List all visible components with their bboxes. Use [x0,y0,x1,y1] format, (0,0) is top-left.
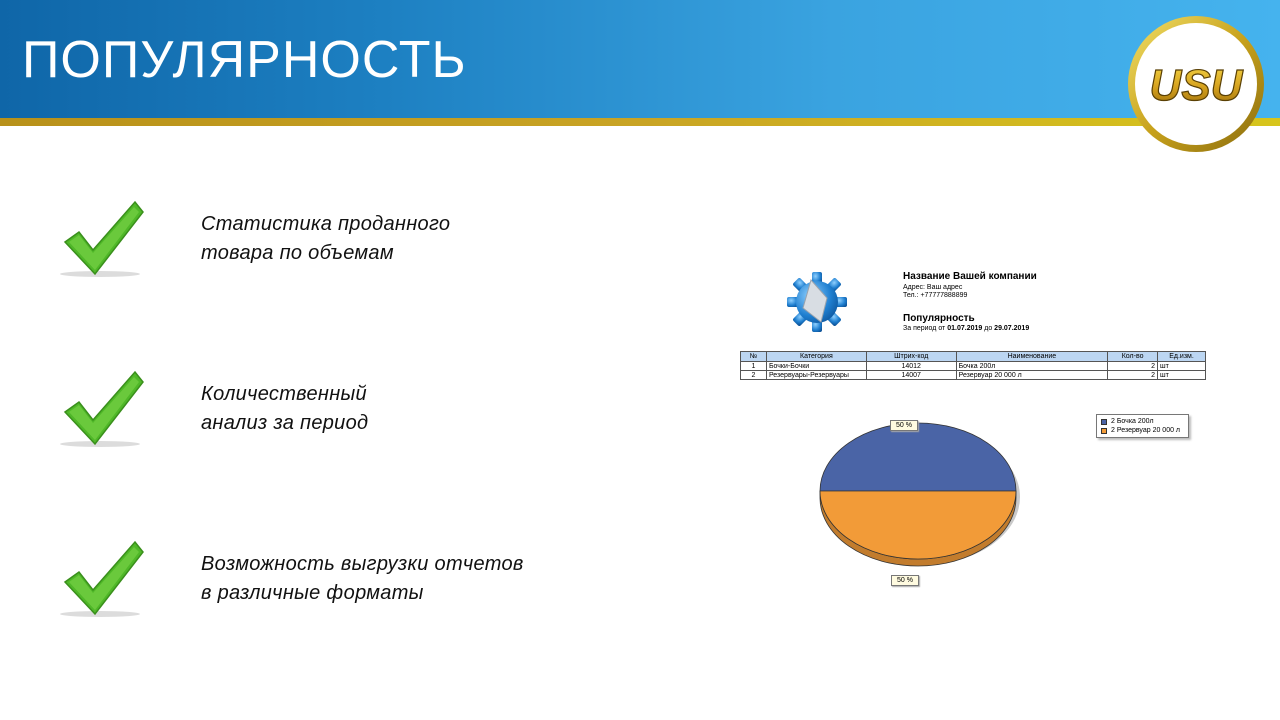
pie-slice [820,423,1016,491]
legend-swatch [1101,419,1107,425]
logo-text: USU [1149,61,1243,110]
report-preview [735,262,1215,602]
checkmark-icon [55,368,150,448]
chart-legend [1096,414,1189,438]
table-cell: Бочки-Бочки [766,362,866,371]
page-title: ПОПУЛЯРНОСТЬ [22,31,467,89]
table-cell: Бочка 200л [956,362,1108,371]
company-name: Название Вашей компании [903,271,1037,282]
usu-logo [1126,14,1266,154]
legend-swatch [1101,428,1107,434]
table-cell: 14007 [866,371,956,380]
column-header: Ед.изм. [1158,352,1206,362]
pie-data-label: 50 % [891,575,919,586]
table-cell: 14012 [866,362,956,371]
column-header: Штрих-код [866,352,956,362]
report-period: За период от 01.07.2019 до 29.07.2019 [903,325,1030,332]
legend-item: 2 Бочка 200л [1101,417,1184,426]
column-header: Наименование [956,352,1108,362]
table-cell: 1 [741,362,767,371]
legend-item: 2 Резервуар 20 000 л [1101,426,1184,435]
bullet-text: Статистика проданного товара по объемам [201,213,451,264]
column-header: Категория [766,352,866,362]
table-cell: 2 [741,371,767,380]
bullet-text: Количественный анализ за период [201,383,369,434]
pie-data-label: 50 % [890,420,918,431]
table-cell: шт [1158,371,1206,380]
table-cell: шт [1158,362,1206,371]
bullet-item [55,368,575,458]
checkmark-icon [55,198,150,278]
table-row [741,362,1206,371]
pie-slice [820,491,1016,559]
column-header: № [741,352,767,362]
report-table [740,351,1206,380]
table-cell: Резервуар 20 000 л [956,371,1108,380]
table-cell: Резервуары-Резервуары [766,371,866,380]
header-band [0,0,1280,118]
table-cell: 2 [1108,362,1158,371]
table-row [741,371,1206,380]
checkmark-icon [55,538,150,618]
table-header-row [741,352,1206,362]
gear-icon [785,268,849,332]
report-title: Популярность [903,313,975,324]
pie-chart [815,417,1025,592]
company-address: Адрес: Ваш адрес [903,284,963,291]
bullet-text: Возможность выгрузки отчетов в различные форматы [201,553,524,604]
bullet-item [55,198,575,288]
header-stripe [0,118,1280,126]
column-header: Кол-во [1108,352,1158,362]
bullet-item [55,538,575,628]
company-phone: Тел.: +77777888899 [903,292,968,299]
table-cell: 2 [1108,371,1158,380]
